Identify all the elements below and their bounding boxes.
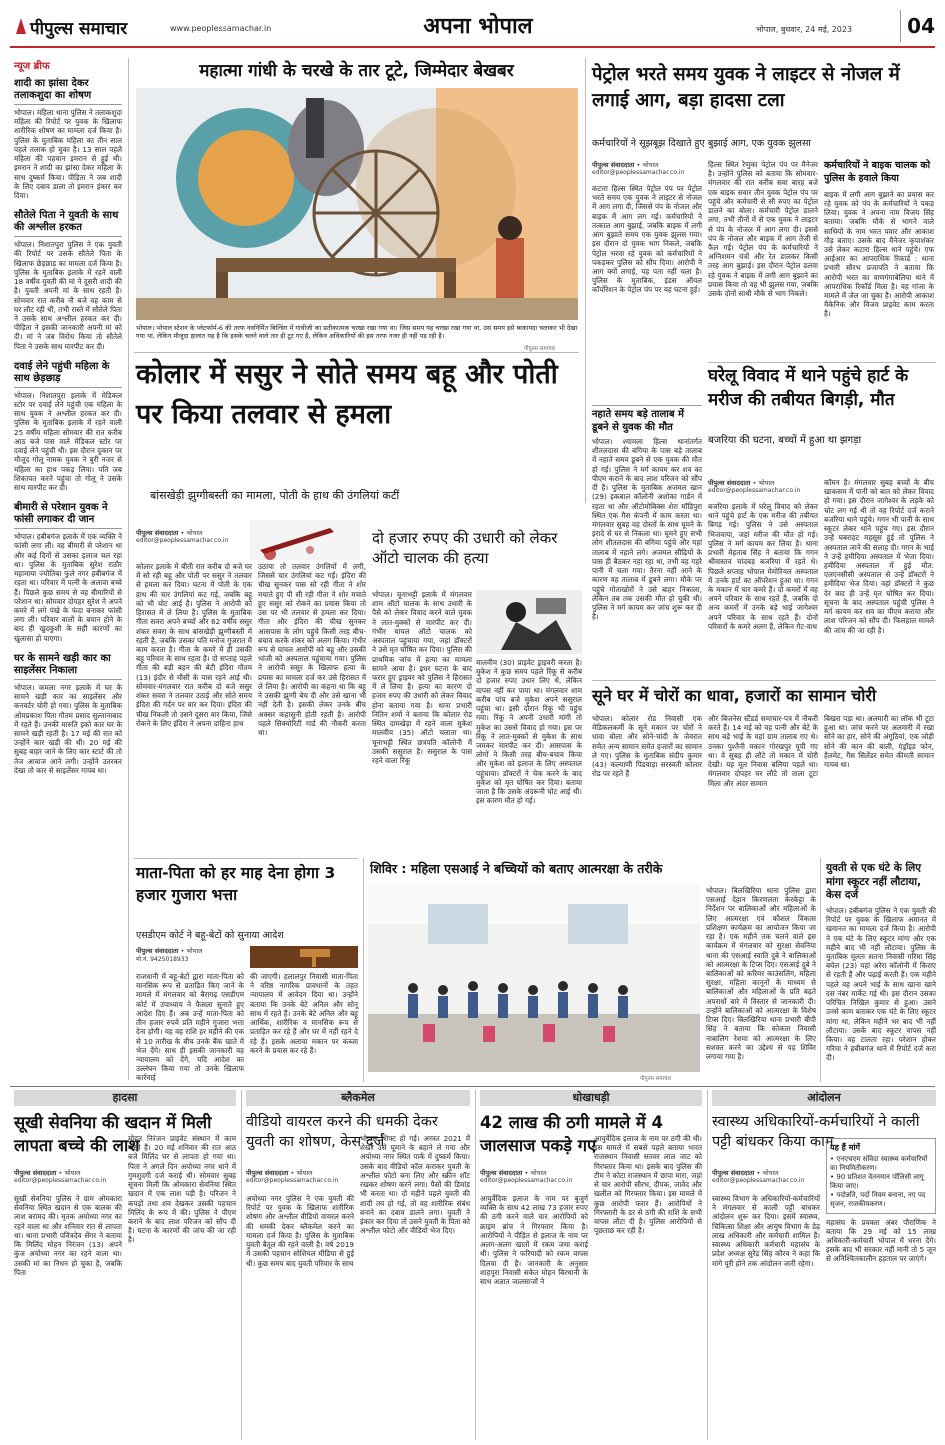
training-camp-illustration bbox=[368, 884, 700, 1072]
column-rule bbox=[707, 1090, 708, 1440]
masthead bbox=[10, 8, 935, 48]
crime-scene-icon bbox=[476, 590, 582, 654]
bottom-body-col2: मोहन निरंजन प्राइवेट संस्थान में काम करते हैं। 20 मई शनिवार की रात आठ बजे मिलिंद घर से लापता हो गया था। पिता ने अगले दिन अयोध्या नगर थाने में गुमशुदगी दर्ज कराई थी। सोमवार सुबह सूचना मिली कि ओमकारा सेवनिया स्थित खदान में एक लाश पड़ी है। परिजन ने कपड़ों तथा शव देखकर उसकी पहचान मिलिंद के रूप में की। पुलिस ने पीएम कराने के बाद लाश परिजन को सौंप दी है। घटना के कारणों की जांच की जा रही है। bbox=[128, 1134, 236, 1245]
bottom-body-col2: स्वास्थ्य विभाग के अधिकारियों-कर्मचारियों ने मंगलवार से काली पट्टी बांधकर आंदोलन शुरू कर दिया। इसमें स्वास्थ्य, चिकित्सा शिक्षा और आयुष विभाग के डेढ़ लाख अधिकारी और कर्मचारी शामिल हैं। स्वास्थ्य अधिकारी कर्मचारी महासंघ के प्रदेश अध्यक्ष सुरेंद्र सिंह कौरव ने कहा कि मांगे पूरी होने तक आंदोलन जारी रहेगा। bbox=[712, 1194, 820, 1268]
category-tag: आंदोलन bbox=[712, 1090, 936, 1106]
petrol-body-col3: बाइक में लगी आग बुझाने का प्रयास कर रहे युवक को पंप के कर्मचारियों ने पकड़ लिया। युवक ने अपना नाम विजय सिंह बताया। जबकि मौके से भागने वाले साथियों के नाम भरत पवार और आकाश गौड़ बताए। उसके बाद मैनेजर कृपाशंकर उसे लेकर कटारा हिल्स थाने पहुंचे। एफ आईआर का आपराधिक रिकार्ड : थाना प्रभारी सौरभ प्रजापति ने बताया कि आरोपी भरत का वाणगंगाबेलिया थाने में आपराधिक रिकॉर्ड मिला है। वह गांजा के मामले में जेल जा चुका है। आरोपी आकाश मैकेनिक और विजय प्राइवेट काम करता है। bbox=[824, 189, 934, 319]
demand-item: • 90 प्रतिशत वेतनमान पॉलिसी लागू किया जाए। bbox=[830, 1173, 932, 1191]
heart-subheadline: बजरिया की घटना, बच्चों में हुआ था झगड़ा bbox=[708, 435, 862, 446]
photo-credit: पीपुल्स समाचार bbox=[524, 346, 556, 352]
brief-item bbox=[14, 78, 122, 200]
bottom-headline: सूखी सेवनिया की खदान में मिली लापता बच्चे की लाश bbox=[14, 1113, 212, 1155]
maintenance-byline: पीपुल्स संवाददाता • भोपाल मो.नं. 9425018933 bbox=[136, 947, 203, 963]
brief-headline: बीमारी से परेशान युवक ने फांसी लगाकर दी जान bbox=[14, 502, 122, 529]
kolar-subheadline: बांसखेड़ी झुग्गीबस्ती का मामला, पोती के हाथ की उंगलियां कटीं bbox=[150, 489, 400, 502]
sword-illustration bbox=[250, 520, 360, 560]
brief-item bbox=[14, 653, 122, 775]
category-tag: धोखाधड़ी bbox=[480, 1090, 702, 1106]
petrol-highlight: कर्मचारियों ने बाइक चालक को पुलिस के हवाले किया bbox=[824, 160, 931, 184]
row-rule bbox=[708, 362, 936, 363]
maintenance-body-col1: राजधानी में बहू-बेटों द्वारा माता-पिता को मानसिक रूप से प्रताड़ित किए जाने के मामले में मंगलवार को बैरागढ़ एसडीएम कोर्ट में उपाध्याय ने फैसला सुनाते हुए आदेश दिए हैं। अब उन्हें माता-पिता को तीन हजार रुपये प्रति महीने गुजारा भत्ता देना होगी। यह वह राशि हर महीने की एक से 10 तारीख के बीच उनके बैंक खाते में भेज देंगे। साथ ही इसकी जानकारी वह न्यायालय को देंगे, यदि आदेश का उल्लंघन किया गया तो उनके खिलाफ कार्रवाई bbox=[136, 972, 244, 1083]
news-brief-label: न्यूज ब्रीफ bbox=[14, 61, 50, 72]
petrol-byline: पीपुल्स संवाददाता • भोपाल editor@peoplessamachar.co.in bbox=[592, 160, 702, 182]
logo-mark-icon bbox=[14, 16, 28, 36]
heart-byline: पीपुल्स संवाददाता • भोपाल editor@peoplessamachar.co.in bbox=[708, 479, 801, 494]
gandhi-caption: भोपाल। भोपाल स्टेशन के प्लेटफॉर्म-6 की तरफ नवनिर्मित बिल्डिंग में गांधीजी का प्रतीकात्मक चरखा रखा गया था। जिस समय यह चरखा रखा गया था, उस समय इसे बाकायदा चलाकर भी देखा गया था, लेकिन मौजूदा हालात यह है कि इसके चलने वाले तार ही टूट गए हैं, लेकिन अधिकारियों की इस तरफ नजर ही नहीं पड़ रही है। bbox=[136, 324, 578, 341]
page-number: 04 bbox=[900, 10, 935, 42]
shivir-body: भोपाल। बिलखिरिया थाना पुलिस द्वारा एसआई देहान किरणलता केरकेट्टा के निर्देशन पर बालिकाओं और महिलाओं के लिए आत्मरक्षा एवं कौशल विकास प्रशिक्षण कार्यक्रम का आयोजन किया जा रहा है। एक महीने तक चलने वाले इस कार्यक्रम में मंगलवार को सुरक्षा सेवनिया थाना की एसआई स्वाति दुबे ने बालिकाओं को आत्मरक्षा के टिप्स दिए। एसआई दुबे ने बालिकाओं को करियर काउंसलिंग, महिला सुरक्षा, महिला कानूनों के माध्यम से बालिकाओं और महिलाओं के प्रति बढ़ते अपराधों बारे में विस्तार से जानकारी दी। उन्होंने बालिकाओं को आत्मरक्षा के विशेष टिप्स दिए। बिलखिरिया थाना प्रभारी बीपी सिंह ने बताया कि कोकता निवासी नाबालिग रेशमा को आत्मरक्षा के लिए सशक्त करने का उद्देश्य से यह शिविर लगाया गया है। bbox=[706, 886, 816, 1061]
brief-body: भोपाल। महिला थाना पुलिस ने तलाकशुदा महिला की रिपोर्ट पर युवक के खिलाफ शारीरिक शोषण का मामला दर्ज किया है। पुलिस के मुताबिक महिला का तीन साल पहले तलाक हो चुका है। 13 साल पहले महिला की पहचान इमरान से हुई थी। इमरान ने शादी का झांसा देकर महिला के साथ दुष्कर्म किया। पीड़िता ने जब शादी के लिए दबाव डाला तो इमरान इंकार कर दिया। bbox=[14, 108, 122, 200]
column-rule bbox=[241, 1090, 242, 1440]
column-rule bbox=[475, 1090, 476, 1440]
lake-body: भोपाल। श्यामला हिल्स थानांतर्गत शीतलदास की बगिया के पास बड़े तालाब में नहाते समय डूबने से एक युवक की मौत हो गई। पुलिस ने मर्ग कायम कर शव का पीएम कराने के बाद लाश परिजन को सौंप दी है। पुलिस के मुताबिक अजमल खान (29) इकबाल कॉलोनी अशोका गार्डन में रहता था और ऑटोमोबिक्स शेरा मॉडिपुरा स्थित एक गैस कंपनी में काम करता था। मंगलवार सुबह वह दोस्तों के साथ घूमने के इरादे से घर से निकला था। घूमने हुए सभी लोग शीतलदास की बगिया पहुंचे और यहां तालाब में नहाने लगे। अजमल सीढ़ियों के पास ही बैठकर नहा रहा था, तभी वह गहरे पानी में चला गया। तैरना नहीं आने के कारण वह तालाब में डूबने लगा। मौके पर पहुंचे गोताखोरों ने उसे बाहर निकाला, लेकिन तब तक उसकी मौत हो चुकी थी। पुलिस ने मर्ग कायम कर जांच शुरू कर दी है। bbox=[592, 437, 702, 622]
column-rule bbox=[363, 858, 364, 1082]
bottom-body-col1: सूखी सेवनिया पुलिस ने ग्राम ओमकारा सेवनिया स्थित खदान से एक बालक की लाश बरामद की। मृतक अयोध्या नगर का रहने वाला था और शनिवार रात से लापता था। थाना प्रभारी पवित्रदेव सेंगर ने बताया कि मिलिंद मोहन निरंजन (13) अपने कुंज अयोध्या नगर का रहने वाला था। उसकी मां का निधन हो चुका है, जबकि पिता bbox=[14, 1194, 122, 1277]
byline-name: पीपुल्स संवाददाता bbox=[592, 161, 635, 169]
bottom-headline: वीडियो वायरल करने की धमकी देकर युवती का शोषण, केस दर्ज bbox=[246, 1114, 438, 1151]
row-rule bbox=[592, 680, 936, 681]
brief-item bbox=[14, 210, 122, 351]
bottom-story-blackmail: ब्लैकमेल वीडियो वायरल करने की धमकी देकर युवती का शोषण, केस दर्ज पीपुल्स संवाददाता • भोपाल editor@peoplessamachar.co.in अयोध्या नगर पुलिस ने एक युवती की रिपोर्ट पर युवक के खिलाफ शारीरिक शोषण और अश्लील वीडियो वायरल करने की धमकी देकर ब्लैकमेल करने का मामला दर्ज किया है। पुलिस के मुताबिक युवती बैतूल की रहने वाली है। वर्ष 2019 में उसकी पहचान सोशियल मीडिया से हुई थी। कुछ समय बाद युवती परिवार के साथ भोपाल शिफ्ट हो गई। अगस्त 2021 में शेखर उसे घूमाने के बहाने ले गया और अयोध्या नगर स्थित पार्क में दुष्कर्म किया। उसके बाद वीडियो कॉल कराकर युवती के अश्लील फोटो बना लिए और स्क्रीन शॉट रखकर शोषण करने लगा। पैसों की डिमांड भी करता था। दो महीने पहले युवती की शादी तय हो गई, तो वह शारीरिक संबंध बनाने का दबाव डालने लगा। युवती ने इंकार कर दिया तो उसने युवती के पिता को अश्लील फोटो और वीडियो भेज दिए। bbox=[246, 1090, 470, 1440]
petrol-subheadline: कर्मचारियों ने सूझबूझ दिखाते हुए बुझाई आग, एक युवक झुलसा bbox=[592, 138, 811, 149]
byline-city: भोपाल bbox=[642, 161, 659, 169]
gavel-photo bbox=[250, 946, 358, 968]
column-rule bbox=[820, 858, 821, 1082]
crime-illustration bbox=[476, 590, 582, 654]
maintenance-headline: माता-पिता को हर माह देना होगा 3 हजार गुजारा भत्ता bbox=[136, 864, 336, 904]
logo-text: पीपुल्स समाचार bbox=[30, 19, 128, 39]
demands-list bbox=[830, 1155, 932, 1210]
shivir-headline: शिविर : महिला एसआई ने बच्चियों को बताए आत्मरक्षा के तरीके bbox=[370, 861, 663, 876]
bottom-body-col1: अयोध्या नगर पुलिस ने एक युवती की रिपोर्ट पर युवक के खिलाफ शारीरिक शोषण और अश्लील वीडियो वायरल करने की धमकी देकर ब्लैकमेल करने का मामला दर्ज किया है। पुलिस के मुताबिक युवती बैतूल की रहने वाली है। वर्ष 2019 में उसकी पहचान सोशियल मीडिया से हुई थी। कुछ समय बाद युवती परिवार के साथ bbox=[246, 1194, 354, 1268]
brief-item bbox=[14, 361, 122, 492]
gavel-icon bbox=[250, 946, 358, 968]
category-tag: हादसा bbox=[14, 1090, 236, 1106]
masthead-dateline: भोपाल, बुधवार, 24 मई, 2023 bbox=[756, 25, 853, 34]
demand-item: • एनएचएम संविदा स्वास्थ्य कर्मचारियों का नियमितीकरण। bbox=[830, 1155, 932, 1173]
gandhi-headline: महात्मा गांधी के चरखे के तार टूटे, जिम्मेदार बेखबर bbox=[199, 61, 514, 81]
demands-box bbox=[826, 1138, 936, 1214]
auto-headline: दो हजार रुपए की उधारी को लेकर ऑटो चालक की हत्या bbox=[372, 529, 558, 568]
maintenance-body-col2: की जाएगी। हलालपुर निवासी माता-पिता ने वरिष्ठ नागरिक प्रावधानों के तहत न्यायालय में आवेदन दिया था। उन्होंने बताया कि उनके बेटे अनिल और सोनू साथ में रहते हैं। उनके बेटे अनिल और बहू आर्थिक, शारीरिक व मानसिक रूप से प्रताड़ित कर रहे हैं और घर में नहीं रहने दे रहे हैं। इसके अलावा मकान पर कब्जा करने के प्रयास कर रहे हैं। bbox=[250, 972, 358, 1055]
theft-body-col3: बिखरा पड़ा था। अलमारी का लॉक भी टूटा हुआ था। जांच करने पर अलमारी में रखा सोने का हार, सोने की अंगूठियां, एक जोड़ी सोने की कान की बाली, एंड्रॉइड फोन, हैलमेट, गैस सिलेंडर समेत कीमती सामान गायब था। bbox=[824, 714, 934, 770]
row-rule bbox=[134, 352, 579, 353]
byline-email: editor@peoplessamachar.co.in bbox=[592, 169, 685, 176]
bottom-story-accident: हादसा सूखी सेवनिया की खदान में मिली लापता बच्चे की लाश पीपुल्स संवाददाता • भोपाल editor@peoplessamachar.co.in सूखी सेवनिया पुलिस ने ग्राम ओमकारा सेवनिया स्थित खदान से एक बालक की लाश बरामद की। मृतक अयोध्या नगर का रहने वाला था और शनिवार रात से लापता था। थाना प्रभारी पवित्रदेव सेंगर ने बताया कि मिलिंद मोहन निरंजन (13) अपने कुंज अयोध्या नगर का रहने वाला था। उसकी मां का निधन हो चुका है, जबकि पिता मोहन निरंजन प्राइवेट संस्थान में काम करते हैं। 20 मई शनिवार की रात आठ बजे मिलिंद घर से लापता हो गया था। पिता ने अगले दिन अयोध्या नगर थाने में गुमशुदगी दर्ज कराई थी। सोमवार सुबह सूचना मिली कि ओमकारा सेवनिया स्थित खदान में एक लाश पड़ी है। परिजन ने कपड़ों तथा शव देखकर उसकी पहचान मिलिंद के रूप में की। पुलिस ने पीएम कराने के बाद लाश परिजन को सौंप दी है। घटना के कारणों की जांच की जा रही है। bbox=[14, 1090, 236, 1440]
masthead-section-title: अपना भोपाल bbox=[423, 14, 533, 39]
photo-credit: पीपुल्स समाचार bbox=[640, 1076, 672, 1082]
brief-body: भोपाल। हबीबगंज इलाके में एक व्यक्ति ने फांसी लगा ली। वह बीमारी से परेशान था और कई दिनों से उसका इलाज चल रहा था। पुलिस के मुताबिक सुरेश राठौर महामाया ज्योतिबा फुले नगर हबीबगंज में रहता था। परिवार में पत्नी के अलावा बच्चे हैं। पिछले कुछ समय से वह बीमारियों से परेशान था। सोमवार दोपहर सुरेश ने अपने कमरे में लगे पंखे के फंदा बनाकर फांसी लगा ली। परिवार वालों के बयान होने के बाद ही खुदकुशी के सही कारणों का खुलासा हो पाएगा। bbox=[14, 532, 122, 643]
bottom-body-col2: आयुर्वेदिक इलाज के नाम पर ठगी की थी। इस मामले में सबसे पहले बताया भारत राजस्थान निवासी सतवर लाल जाट को गिरफ्तार किया था। इसके बाद पुलिस की टीम ने कोटा राजस्थान में छापा मारा, जहां से चार आरोपी सौरभ, दीपक, जावेद और खलील को गिरफ्तार किया। इस मामले में कुछ आरोपी फरार हैं। आरोपियों ने गिरफ्तारी के डर से ठगी की राशि के सभी वापस लौटा दी है। पुलिस आरोपियों से पूछताछ कर रही है। bbox=[594, 1134, 702, 1236]
bottom-headline: 42 लाख की ठगी मामले में 4 जालसाज पकड़े गए bbox=[480, 1113, 664, 1155]
scooter-story bbox=[826, 862, 936, 1080]
demands-title: यह हैं मांगें bbox=[830, 1143, 861, 1152]
auto-body-col1: भोपाल। चूनाभट्टी इलाके में मंगलवार शाम ऑटो चालक के साथ उधारी के पैसे को लेकर विवाद करने वाले युवक ने लात-मुक्कों से मारपीट कर दी। गंभीर घायल ऑटो चालक को अस्पताल पहुंचाया गया, जहां डॉक्टरों ने उसे मृत घोषित कर दिया। पुलिस की प्राथमिक जांच में हत्या का मामला सामने आया है। इधर घटना के बाद फरार हुए ड्राइवर को पुलिस ने हिरासत में ले लिया है। हत्या का कारण दो हजार रुपए की उधारी को लेकर विवाद होना बताया गया है। थाना प्रभारी नितिन शर्मा ने बताया कि कोलार रोड स्थित दामखेड़ा में रहने वाला मुकेश मालवीय (35) ऑटो चलाता था। चूनाभट्टी स्थित छत्रपति कॉलोनी में उसकी ससुराल है। ससुराल के पास रहने वाला रिंकू bbox=[372, 590, 472, 765]
auto-body-col2: मालवीय (30) प्राइवेट ड्राइवरी करता है। मुकेश ने कुछ समय पहले रिंकू से करीब दो हजार रुपए उधार लिए थे, लेकिन वापस नहीं कर पाया था। मंगलवार शाम करीब पांच बजे मुकेश अपने ससुराल पहुंचा था। इसी दौरान रिंकू भी पहुंच गया। रिंकू ने अपनी उधारी मांगी तो मुकेश का उससे विवाद हो गया। इस पर रिंकू ने लात-मुक्कों से मुकेश के साथ जमकर मारपीट कर दी। आसपास के लोगों ने किसी तरह बीच-बचाव किया और मुकेश को इलाज के लिए अस्पताल पहुंचाया। डॉक्टरों ने चेक करने के बाद मुकेश को मृत घोषित कर दिया। बताया जाता है कि उसके अंदरूनी चोट आई थी। इस कारण मौत हो गई। bbox=[476, 658, 582, 806]
bottom-body-col2: भोपाल शिफ्ट हो गई। अगस्त 2021 में शेखर उसे घूमाने के बहाने ले गया और अयोध्या नगर स्थित पार्क में दुष्कर्म किया। उसके बाद वीडियो कॉल कराकर युवती के अश्लील फोटो बना लिए और स्क्रीन शॉट रखकर शोषण करने लगा। पैसों की डिमांड भी करता था। दो महीने पहले युवती की शादी तय हो गई, तो वह शारीरिक संबंध बनाने का दबाव डालने लगा। युवती ने इंकार कर दिया तो उसने युवती के पिता को अश्लील फोटो और वीडियो भेज दिए। bbox=[360, 1134, 470, 1236]
lake-headline: नहाते समय बड़े तालाब में डूबने से युवक की मौत bbox=[592, 405, 702, 434]
lake-story bbox=[592, 405, 702, 622]
scooter-body: भोपाल। हबीबगंज पुलिस ने एक युवती की रिपोर्ट पर युवक के खिलाफ अमानत में खयानत का मामला दर्ज किया है। आरोपी ने एक घंटे के लिए स्कूटर मांगा और एक महीने बाद भी नहीं लौटाया। पुलिस के मुताबिक मूलतः सतना निवासी गरिमा सिंह बघेल (23) यहां अरेरा कॉलोनी में किराए से रहती हैं और पढ़ाई करती हैं। एक महीने पहले वह अपने भाई के साथ खाना खाने दस नंबर मार्केट गई थी। इस दौरान उसका परिचित निखिल कुमार से हुआ। उसने उनसे काम बताकर एक घंटे के लिए स्कूटर मांगा था, लेकिन महीने भर बाद भी नहीं लौटाया। उसके बाद स्कूटर वापस नहीं किया। वह टालता रहा। परेशान होकर गरिमा ने हबीबगंज थाने में रिपोर्ट दर्ज करा दी। bbox=[826, 905, 936, 1063]
theft-headline: सूने घर में चोरों का धावा, हजारों का सामान चोरी bbox=[592, 686, 877, 705]
column-rule bbox=[585, 58, 586, 503]
gandhi-charkha-photo bbox=[136, 88, 578, 320]
maintenance-subheadline: एसडीएम कोर्ट ने बहू-बेटों को सुनाया आदेश bbox=[136, 930, 284, 941]
heart-headline: घरेलू विवाद में थाने पहुंचे हार्ट के मरीज की तबीयत बिगड़ी, मौत bbox=[708, 366, 909, 410]
brief-body: भोपाल। निशातपुरा इलाके में मेडिकल स्टोर पर दवाई लेने पहुंची एक महिला के साथ युवक ने अश्लील हरकत कर दी। पुलिस के मुताबिक इलाके में रहने वाली 25 वर्षीय महिला सोमवार की रात करीब आठ बजे पास वाले मेडिकल स्टोर पर दवाई लेने पहुंची थी। इस दौरान दुकान पर मौजूद गोलू नामक युवक ने बुरी नजर से महिला का हाथ पकड़ लिया। पति जब शिकायत करने पहुंचा तो गोलू ने उसके साथ मारपीट कर दी। bbox=[14, 390, 122, 492]
row-rule bbox=[134, 858, 358, 859]
brief-headline: शादी का झांसा देकर तलाकशुदा का शोषण bbox=[14, 78, 122, 105]
category-tag: ब्लैकमेल bbox=[246, 1090, 470, 1106]
brief-headline: घर के सामने खड़ी कार का साइलेंसर निकाला bbox=[14, 653, 122, 680]
theft-body-col1: भोपाल। कोलार रोड निवासी एक मेडिकलकर्मी के सूने मकान पर चोरों ने धावा बोला और सोने-चांदी के जेवरात समेत अन्य सामान समेत हजारों का सामान ले गए। पुलिस के मुताबिक संदीप कुमार (43) कल्याणी पिंडवाड़ा सरस्वती कोलार रोड पर रहते हैं bbox=[592, 714, 702, 779]
shivir-photo bbox=[368, 884, 700, 1072]
sword-photo bbox=[250, 520, 360, 560]
kolar-body-col1: कोलार इलाके में बीती रात करीब दो बजे घर में सो रही बहू और पोती पर ससुर ने तलवार से हमला कर दिया। घटना में पोती के एक हाथ की चार उंगलियां कट गई, जबकि बहू को भी चोट आई है। पुलिस ने आरोपी को हिरासत में ले लिया है। पुलिस के मुताबिक गीता सवरा अपने बच्चों और 62 वर्षीय ससुर शंकर सवरा के साथ बांसखेड़ी झुग्गीबस्ती में रहती है, जबकि उसका पति मनोज गुजरात में काम करता है। गीता के कमरे में ही उसकी बहू परिवार के साथ रहता है। दो सप्ताह पहले गीता की बड़ी बहन की बेटी इंदिरा गौतम (13) इंदौर से मौसी के पास रहने आई थी। सोमवार-मंगलवार रात करीब दो बजे ससुर शंकर सवरा ने तलवार उठाई और सोते समय इंदिरा की गर्दन पर वार कर दिया। इंदिरा की चीख निकली तो उसने दूसरा वार किया, जिसे रोकने के लिए इंदिरा ने अपना दाहिना हाथ bbox=[136, 562, 252, 728]
demand-item: • पदोन्नति, पदों नियम बनाना, नए पद सृजन, राजकीयकरण। bbox=[830, 1191, 932, 1209]
news-brief-column bbox=[14, 58, 122, 1080]
kolar-byline: पीपुल्स संवाददाता • भोपाल editor@peoplessamachar.co.in bbox=[136, 529, 229, 544]
bottom-body-col3: महासंघ के प्रवक्ता अंबर पौराणिक ने बताया कि 29 मई को 15 लाख अधिकारी-कर्मचारी भोपाल में धरना देंगे। इसके बाद भी सरकार नहीं मानी तो 5 जून से अनिश्चितकालीन हड़ताल पर जाएंगे। bbox=[826, 1217, 936, 1264]
theft-body-col2: और बिजनेस स्टैंडर्ड समाचार-पत्र में नौकरी करते हैं। 14 मई को वह पत्नी और बेटे के साथ बड़े भाई के यहां ग्राम तालाब गए थे। उनका पुश्तैनी मकान गोरखपुर यूपी गए था। वे सुबह ही लौटे तो मकान में चोरी देखी। यह मूल निवास बलिया पहले था। मंगलवार दोपहर घर लौटे तो ताला टूटा मिला और अंदर सामान bbox=[708, 714, 818, 788]
brief-headline: दवाई लेने पहुंची महिला के साथ छेड़छाड़ bbox=[14, 361, 122, 388]
heart-body-col2: कॉमन है। मंगलवार सुबह बच्चों के बीच खाकसम में पानी को बात को लेकर विवाद हो गया। इस दौरान जागेश्वर के लड़के को चोट लग गई थी तो वह रिपोर्ट दर्ज कराने बजरिया थाने पहुंचे। गगन भी पानी के साथ स्कूटर लेकर थाने पहुंच गए। इस दौरान उन्हें घबराहट महसूस हुई तो पुलिस ने अस्पताल जाने की सलाह दी। गगन के भाई ने उन्हें हमीदिया अस्पताल में भेजा दिया। हमीदिया अस्पताल में हुई मौत: एलएनसीसी अस्पताल से उन्हें डॉक्टरों ने हमीदिया भेज दिया। वहां डॉक्टरों ने कुछ देर बाद ही उन्हें मृत घोषित कर दिया। सूचना के बाद अस्पताल पहुंची पुलिस ने मर्ग कायम कर शव का पीएम कराया और लाश परिजन को सौंप दी। फिलहाल मामले की जांच की जा रही है। bbox=[824, 478, 934, 635]
petrol-body-col2: हिल्स स्थित रेणुका पेट्रोल पंप पर मैनेजर है। उन्होंने पुलिस को बताया कि सोमवार-मंगलवार की रात करीब सवा बारह बजे एक बाइक सवार तीन युवक पेट्रोल पंप पर पहुंचे और कर्मचारी से सौ रुपए का पेट्रोल डालने का बोला। कर्मचारी पेट्रोल डालने लगा, तभी तीनों में से एक युवक ने लाइटर से पंप के नोजल में आग लगा दी। इससे पंप के नोजल और बाइक में आग तेजी से फैल गई। पेट्रोल पंप के कर्मचारियों ने अग्निशमन यंत्रों और रेत डालकर किसी तरह आग बुझाई। इस दौरान पेट्रोल डलवा रहे युवक ने बाइक में लगी आग बुझाने का प्रयास किया तो वह भी झुलस गया, जबकि उसके दोनों साथी मौके से भाग निकले। bbox=[708, 160, 818, 299]
bottom-headline: स्वास्थ्य अधिकारियों-कर्मचारियों ने काली पट्टी बांधकर किया काम bbox=[712, 1114, 920, 1151]
row-rule bbox=[10, 1086, 935, 1087]
petrol-body-col1: कटारा हिल्स स्थित पेट्रोल पंप पर पेट्रोल भरते समय एक युवक ने लाइटर से नोजल में आग लगा दी, जिससे पंप के नोजल और बाइक में आग लग गई। कर्मचारियों ने तत्काल आग बुझाई, जबकि बाइक में लगी आग बुझाते समय एक युवक झुलस गया। इस दौरान दो युवक भाग निकले, जबकि पेट्रोल भरवा रहे युवक को कर्मचारियों ने पकड़कर पुलिस को सौंप दिया। आरोपी ने आग क्यों लगाई, यह पता नहीं चला है। पुलिस के मुताबिक, इंडस ऑयल कॉर्पोरेशन के पेट्रोल पंप पर यह घटना हुई। bbox=[592, 184, 702, 295]
masthead-logo bbox=[14, 14, 154, 40]
bottom-story-protest: आंदोलन स्वास्थ्य अधिकारियों-कर्मचारियों ने काली पट्टी बांधकर किया काम पीपुल्स संवाददाता • भोपाल editor@peoplessamachar.co.in स्वास्थ्य विभाग के अधिकारियों-कर्मचारियों ने मंगलवार से काली पट्टी बांधकर आंदोलन शुरू कर दिया। इसमें स्वास्थ्य, चिकित्सा शिक्षा और आयुष विभाग के डेढ़ लाख अधिकारी और कर्मचारी शामिल हैं। स्वास्थ्य अधिकारी कर्मचारी महासंघ के प्रदेश अध्यक्ष सुरेंद्र सिंह कौरव ने कहा कि मांगे पूरी होने तक आंदोलन जारी रहेगा। यह हैं मांगें • एनएचएम संविदा स्वास्थ्य कर्मचारियों का नियमितीकरण। • 90 प्रतिशत वेतनमान पॉलिसी लागू किया जाए। • पदोन्नति, पदों नियम बनाना, नए पद सृजन, राजकीयकरण। महासंघ के प्रवक्ता अंबर पौराणिक ने बताया कि 29 मई को 15 लाख अधिकारी-कर्मचारी भोपाल में धरना देंगे। इसके बाद भी सरकार नहीं मानी तो 5 जून से अनिश्चितकालीन हड़ताल पर जाएंगे। bbox=[712, 1090, 936, 1440]
brief-headline: सौतेले पिता ने युवती के साथ की अश्लील हरकत bbox=[14, 210, 122, 237]
heart-body-col1: बजरिया इलाके में घरेलू विवाद को लेकर थाने पहुंचे हार्ट के एक मरीज की तबीयत बिगड़ गई। पुलिस ने उसे अस्पताल भिजवाया, जहां मरीज की मौत हो गई। पुलिस ने मर्ग कायम कर लिया है। थाना प्रभारी मेहताब सिंह ने बताया कि गगन श्रीवास्तव चांदबड़ बजरिया में रहते थे। पिछले सप्ताह भोपाल मेमोरियल अस्पताल में उनके हार्ट का ऑपरेशन हुआ था। गगन के मकान में चार कमरे हैं। दो कमरों में वह अपने परिवार के साथ रहते हैं, जबकि दो अन्य कमरों में उनके बड़े भाई जागेश्वर अपने परिवार के साथ रहते हैं। दोनों परिवारों के कमरे अलग हैं, लेकिन गेट-वाथ bbox=[708, 502, 818, 631]
charkha-illustration bbox=[136, 88, 578, 320]
scooter-headline: युवती से एक घंटे के लिए मांगा स्कूटर नहीं लौटाया, केस दर्ज bbox=[826, 862, 922, 902]
petrol-headline: पेट्रोल भरते समय युवक ने लाइटर से नोजल में लगाई आग, बड़ा हादसा टला bbox=[592, 64, 900, 112]
kolar-body-col2: उठाया तो तलवार उंगलियों में लगी, जिससे चार उंगलियां कट गईं। इंदिरा की चीख सुनकर पास सो रही गीता ने शोर मचाते हुए पी सी रही गीता ने शोर मचाते हुए ससुर को रोकने का प्रयास किया तो उस पर भी तलवार से हमला कर दिया। गीता और इंदिरा की चीख सुनकर आसपास के लोग पहुंचे किसी तरह बीच-बचाव करके शंकर को अलग किया। गंभीर रूप से घायल आरोपी को बहू और उसकी भांजी को अस्पताल पहुंचाया गया। पुलिस ने आरोपी ससुर के खिलाफ हत्या के प्रयास का मामला दर्ज कर उसे हिरासत में ले लिया है। आरोपी का कहना था कि बहू ने उसकी झुग्गी बेच दी और उसे खाना भी नहीं देती है। इसकी लेकर उनके बीच अक्सर कहासुनी होती रहती है। आरोपी पहले सिक्योरिटी गार्ड की नौकरी करता था। bbox=[258, 562, 366, 737]
masthead-website: www.peoplessamachar.in bbox=[170, 24, 272, 33]
brief-body: भोपाल। निशातपुरा पुलिस ने एक युवती की रिपोर्ट पर उसके सौतेले पिता के खिलाफ छेड़छाड़ का मामला दर्ज किया है। पुलिस के मुताबिक इलाके में रहने वाली 18 वर्षीय युवती की मां ने दूसरी शादी की है। युवती अपनी मां के साथ रहती है। सोमवार रात करीब नौ बजे वह काम से घर लौट रही थी, तभी रास्ते में सौतेले पिता ने उसके साथ अश्लील हरकत कर दी। पीड़िता ने इसकी जानकारी अपनी मां को दी। मां ने जब विरोध किया तो सौतेले पिता ने उसके साथ मारपीट कर दी। bbox=[14, 240, 122, 351]
bottom-story-fraud: धोखाधड़ी 42 लाख की ठगी मामले में 4 जालसाज पकड़े गए पीपुल्स संवाददाता • भोपाल editor@peoplessamachar.co.in आयुर्वेदिक इलाज के नाम पर बुजुर्ग व्यक्ति के साथ 42 लाख 73 हजार रुपए की ठगी करने वाले चार आरोपियों को क्राइम ब्रांच ने गिरफ्तार किया है। आरोपियों ने पीड़ित से इलाज के नाम पर अलग-अलग खातों में रकम जमा कराई थी। पुलिस ने फरियादी को रकम वापस दिलवा दी है। जानकारी के अनुसार शाहपुरा निवासी सकेत मोहन बिरथानी के साथ अज्ञात जालसाजों ने आयुर्वेदिक इलाज के नाम पर ठगी की थी। इस मामले में सबसे पहले बताया भारत राजस्थान निवासी सतवर लाल जाट को गिरफ्तार किया था। इसके बाद पुलिस की टीम ने कोटा राजस्थान में छापा मारा, जहां से चार आरोपी सौरभ, दीपक, जावेद और खलील को गिरफ्तार किया। इस मामले में कुछ आरोपी फरार हैं। आरोपियों ने गिरफ्तारी के डर से ठगी की राशि के सभी वापस लौटा दी है। पुलिस आरोपियों से पूछताछ कर रही है। bbox=[480, 1090, 702, 1440]
column-rule bbox=[128, 58, 129, 1080]
bottom-body-col1: आयुर्वेदिक इलाज के नाम पर बुजुर्ग व्यक्ति के साथ 42 लाख 73 हजार रुपए की ठगी करने वाले चार आरोपियों को क्राइम ब्रांच ने गिरफ्तार किया है। आरोपियों ने पीड़ित से इलाज के नाम पर अलग-अलग खातों में रकम जमा कराई थी। पुलिस ने फरियादी को रकम वापस दिलवा दी है। जानकारी के अनुसार शाहपुरा निवासी सकेत मोहन बिरथानी के साथ अज्ञात जालसाजों ने bbox=[480, 1194, 588, 1286]
brief-body: भोपाल। कमला नगर इलाके में घर के सामने खड़ी कार का साइलेंसर और कनवर्टर चोरी हो गया। पुलिस के मुताबिक ओमप्रकाश पिता गौतम प्रसाद सुल्तानाबाद में रहते हैं। उनकी मारुति इको कार घर के सामने खड़ी रहती है। 17 मई की रात को उन्होंने कार खड़ी की थी। 20 मई की सुबह बाहर जाने के लिए कार स्टार्ट की तो तेज आवाज आने लगी। उन्होंने उतरकर देखा तो कार से साइलेंसर गायब था। bbox=[14, 682, 122, 775]
kolar-headline: कोलार में ससुर ने सोते समय बहू और पोती पर किया तलवार से हमला bbox=[136, 359, 558, 430]
brief-item bbox=[14, 502, 122, 643]
